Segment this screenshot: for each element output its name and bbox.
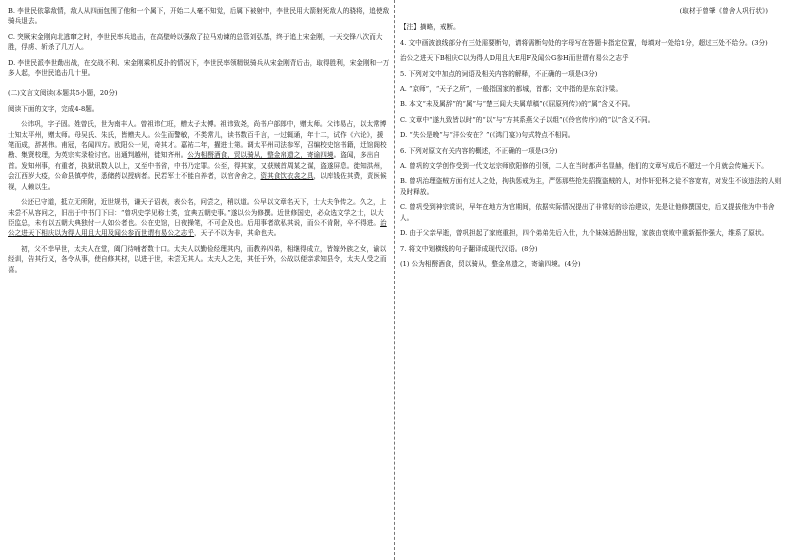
option-c: C. 突厥宋金刚向北逃窜之时，李世民率兵追击，在高壁岭以强敌了拉马劝谏的总管刘弘基，终于追上宋金刚，一天交锋八次而大胜，俘虏、斩杀了几万人。 bbox=[8, 32, 383, 52]
annotation-note: 【注】摘略，戒断。 bbox=[400, 23, 460, 32]
question-4-text: 治公之进天下B相庆C以为得人D用且大E用F及闻公G参H而世谓有易公之志乎 bbox=[400, 54, 629, 63]
passage-source: (取材于曾肇《曾舍人巩行状》) bbox=[679, 7, 768, 15]
question-6-option-d: D. 由于父亲早逝，曾巩担起了家庭重担，四个弟弟先后入仕，九个妹妹适龄出嫁，家族由衰败中重新振作强大，维系了原状。 bbox=[400, 229, 769, 238]
passage-paragraph-1 bbox=[8, 119, 390, 192]
question-5-option-a: A. “京师”，“天子之所”，一般指国家的都城，首都；文中指的是东京汴梁。 bbox=[400, 85, 623, 94]
question-5: 5. 下列对文中加点的词语及相关内容的解释，不正确的一项是(3分) bbox=[400, 69, 598, 78]
question-7: 7. 将文中划横线的句子翻译成现代汉语。(8分) bbox=[400, 244, 538, 253]
column-divider bbox=[394, 0, 395, 560]
wavy-underlined-sentence: 治公之进天下相庆以为得人用且大用及闻公参而世谓有易公之志乎 bbox=[8, 218, 387, 238]
passage-text: 公还已守道，抵立无所附，近世规书，谦天子诏表，表公名，问尝之，稍以道。公早以文章名天下，士大夫争传之。久之，上未尝不从容问之，旧出于中书门下曰：“曾巩史学见称士类，宜典五朝史事。”遂以公为修撰。近世修国史，必众选文学之士，以大臣监总，未有以五朝大典独付一人如公者也。公在史馆，日夜操笔，不可企及也。后用事者欲私其说，而公不肯附，卒不得进。 bbox=[8, 198, 387, 227]
question-6-option-b: B. 曾巩治理盗贼方面有过人之处，拘执惩戒为主，严惩那些抢先招揽盗贼的人，对作奸犯科之徒不容宽宥，对发生不该违法的人则及时释放。 bbox=[400, 177, 782, 196]
underlined-sentence-2: 资其食饮衣衾之具 bbox=[260, 172, 314, 181]
passage-paragraph-3: 初，父不幸早世，太夫人在堂，阖门待哺者数十口。太夫人以勤俭经理其内，而教养四弟，相继得成立，皆嫁外族之女，谕以经训，告其行义，各令从事，使自修其材，以进于世，未尝无其人。太夫人之先，其任于外，公故以便亲求知县令，太夫人受之而喜。 bbox=[8, 244, 387, 274]
question-5-option-d: D. “失公是晚”与“洋公安在？”(《鸿门宴》)句式特点不相同。 bbox=[400, 131, 575, 140]
passage-text: ，以库钱佐其费，责医候视，人赖以生。 bbox=[8, 172, 387, 191]
question-5-option-b: B. 本文“未及属辞”的“属”与“楚三闾大夫属草稿”(《屈原列传》)的“属”含义不同。 bbox=[400, 100, 635, 109]
question-4: 4. 文中画波浪线部分有三处需要断句，请将需断句处的字母写在答题卡指定位置，每填对一处给1分，超过三处不给分。(3分) bbox=[400, 38, 768, 47]
question-6-option-c: C. 曾巩受到神宗赏识，早年在地方为官期间，依据实际情况提出了非常好的诊治建议，先是让他修撰国史，后又提拔他为中书舍人。 bbox=[400, 203, 775, 222]
option-d: D. 李世民派李世勣出战，在交战不利、宋金刚乘机反扑的情况下，李世民率领精锐骑兵从宋金刚背后击，取得胜利，宋金刚和一万多人起，李世民追击几十里。 bbox=[8, 58, 390, 78]
question-6-option-a: A. 曾巩的文学创作受到一代文坛宗师欧阳修的引领，二人在当时都声名显赫，他们的文章写成后不超过一个月就会传遍天下。 bbox=[400, 162, 768, 171]
left-column bbox=[8, 0, 390, 560]
reading-instruction: 阅读下面的文字，完成4-8题。 bbox=[8, 104, 99, 113]
right-column bbox=[400, 0, 786, 560]
section-title: (二)文言文阅读(本题共5小题，20分) bbox=[8, 89, 118, 98]
underlined-sentence-1: 公为相酹酒食，贸以骑从，整金帛遗之，寄谕四境 bbox=[187, 151, 334, 160]
question-7-item-1: (1) 公为相酹酒食，贸以骑从，整金帛遗之，寄谕四境。(4分) bbox=[400, 259, 581, 268]
passage-paragraph-2 bbox=[8, 197, 390, 239]
passage-text: 公讳巩，字子固。姓曾氏，世为南丰人。曾祖讳仁旺，赠太子太傅。祖讳致尧，尚书户部郎中，赠太师。父讳易占，以太常博士知太平州，赠太师。母吴氏、朱氏，皆赠夫人。公生而警敏，不类常儿，读书数百千言，一过辄诵，年十二，试作《六论》，援笔而成，辞甚伟。甫冠，名闻四方。欧阳公一见，奇其才。嘉祐二年，擢进士第。调太平州司法参军，召编校史馆书籍，迁馆阁校勘、集贤校理，为英宗实录检讨官。出通判越州，徙知齐州。 bbox=[8, 120, 387, 160]
question-6: 6. 下列对原文有关内容的概述，不正确的一项是(3分) bbox=[400, 146, 558, 155]
question-5-option-c: C. 文章中“遂九致皆以时”的“以”与“方其系燕父子以组”(《伶官传序》)的“以”含义不同。 bbox=[400, 115, 655, 124]
passage-text: ，天子不以为非，其命也夫。 bbox=[194, 229, 281, 238]
passage-text: 。盗闻，多出自首。发知州事，有重者，执狱讯数人以上，又至中书省，中书乃定罪。公至，得其家，又获贼首周某之谋，盗遂屏息。徙知洪州，会江西岁大疫，公命县镇亭传，悉储药以授病者。民若军士不能自养者，以官舍舍之， bbox=[8, 151, 387, 181]
option-b: B. 李世民依靠敌情，敌人从四面包围了他和一个属下，开始二人毫不知觉，后属下被射中，李世民用大箭射死敌人的骁将，追使敌骑兵退去。 bbox=[8, 7, 390, 26]
